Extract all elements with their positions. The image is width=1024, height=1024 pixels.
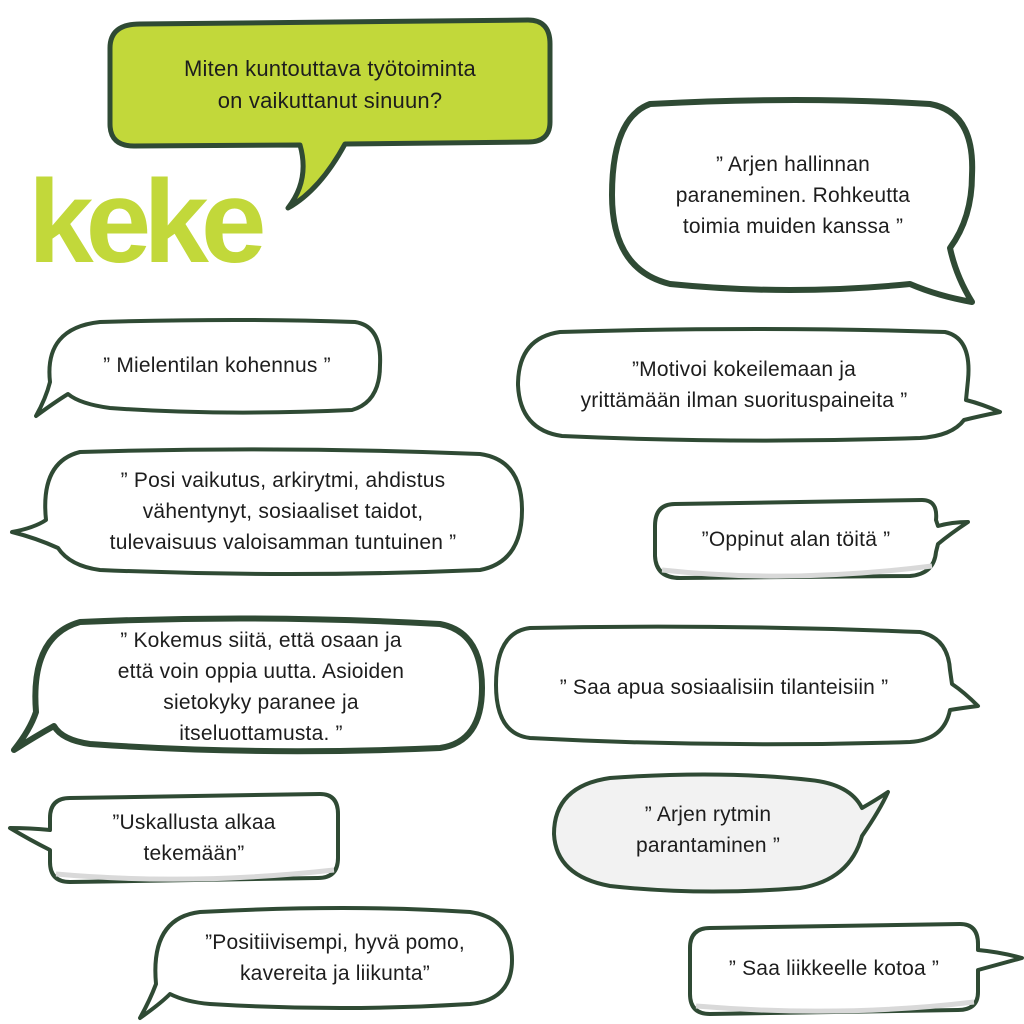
quote-text-2: ” Mielentilan kohennus ” [103,353,331,377]
keke-logo: keke [28,156,259,288]
quote-text-1: ” Arjen hallinnan paraneminen. Rohkeutta toimia muiden kanssa ” [675,152,911,238]
quote-text-11: ” Saa liikkeelle kotoa ” [728,956,940,980]
question-text: Miten kuntouttava työtoiminta on vaikuttanut sinuun? [184,56,476,113]
quote-text-7: ” Saa apua sosiaalisiin tilanteisiin ” [559,675,889,699]
quote-text-9: ” Arjen rytmin parantaminen ” [635,803,781,857]
quote-text-8: ”Uskallusta alkaa tekemään” [112,811,276,865]
quote-text-4: ” Posi vaikutus, arkirytmi, ahdistus vähentynyt, sosiaaliset taidot, tulevaisuus valoisamman tuntuinen ” [109,468,457,554]
quote-text-6: ” Kokemus siitä, että osaan ja että voin oppia uutta. Asioiden sietokyky paranee ja itseluottamusta. ” [117,629,405,745]
quote-text-10: ”Positiivisempi, hyvä pomo, kavereita ja liikunta” [205,931,465,985]
quote-text-5: ”Oppinut alan töitä ” [701,527,891,551]
quote-text-3: ”Motivoi kokeilemaan ja yrittämään ilman suorituspaineita ” [580,358,908,412]
